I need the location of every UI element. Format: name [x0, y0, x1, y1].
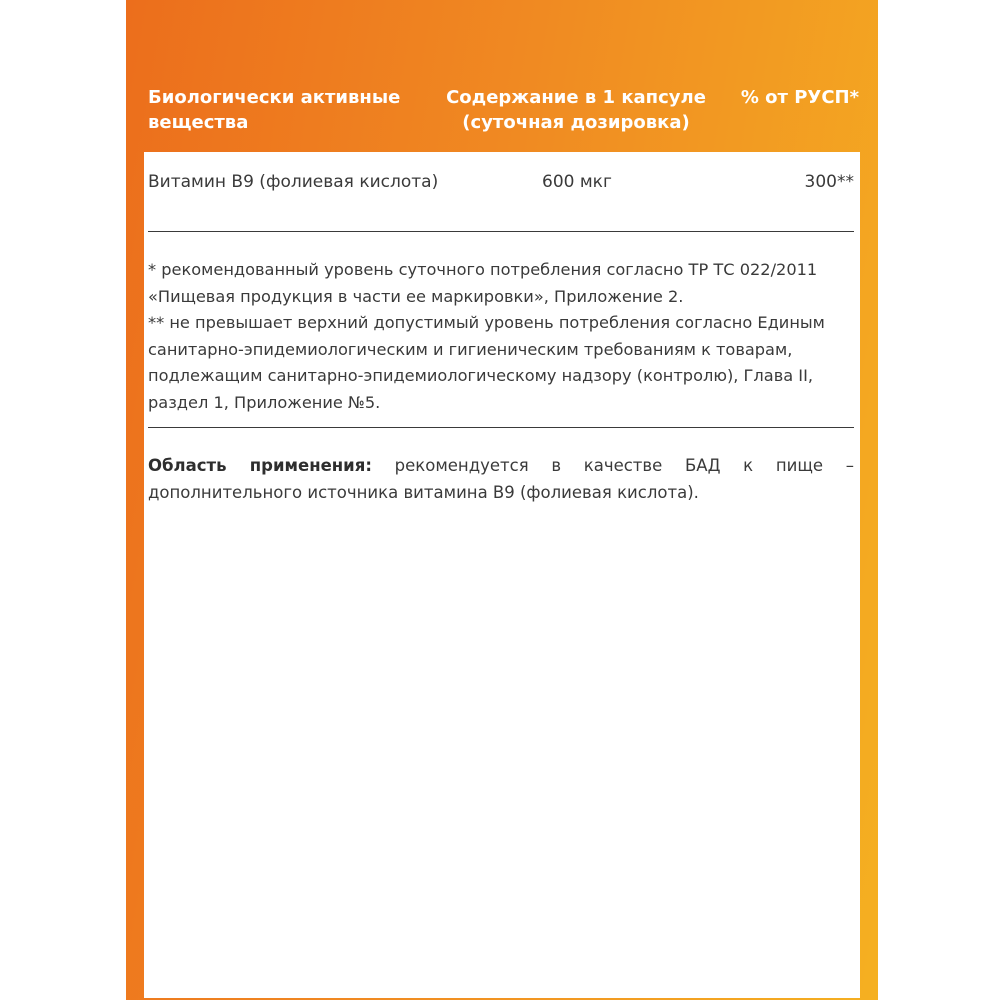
- footnote-2: ** не превышает верхний допустимый уровень потребления согласно Единым санитарно-эпидемиологическим и гигиеническим требованиям к товарам, подлежащим санитарно-эпидемиологическому надзору (контролю), Глава II, раздел 1, Приложение №5.: [148, 313, 825, 412]
- substance-amount: 600 мкг: [542, 172, 612, 192]
- substance-percent: 300**: [804, 172, 854, 192]
- usage-section: [148, 452, 854, 506]
- divider: [148, 427, 854, 428]
- header-active-substances: Биологически активные вещества: [148, 87, 401, 133]
- table-row: [148, 172, 854, 202]
- orange-frame: [126, 0, 878, 1000]
- substance-name: Витамин B9 (фолиевая кислота): [148, 172, 439, 192]
- table-header: [126, 0, 878, 152]
- header-content-per-capsule: Содержание в 1 капсуле (суточная дозировка): [446, 87, 706, 133]
- footnotes: [148, 257, 854, 416]
- content-panel: [144, 152, 860, 998]
- footnote-1: * рекомендованный уровень суточного потребления согласно ТР ТС 022/2011 «Пищевая продукция в части ее маркировки», Приложение 2.: [148, 260, 818, 306]
- usage-label: Область применения:: [148, 456, 372, 475]
- usage-text: рекомендуется в качестве БАД к пище – дополнительного источника витамина B9 (фолиевая кислота).: [148, 456, 854, 502]
- divider: [148, 231, 854, 232]
- header-percent-rusp: % от РУСП*: [740, 87, 859, 108]
